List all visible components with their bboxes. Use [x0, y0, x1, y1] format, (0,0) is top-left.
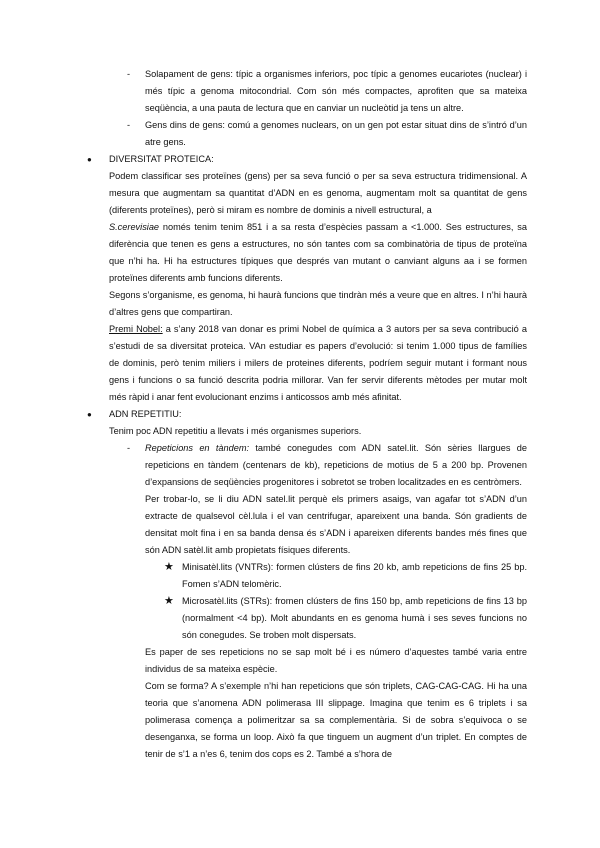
bullet-icon: ●: [87, 410, 92, 419]
list-item-text: també conegudes com ADN satel.lit. Són sèries llargues de repeticions en tàndem (centenars de kb), repeticions de motius de 5 a 200 bp. Provenen d’expansions de seqüències progenitores i sobretot se troben localitzades en es centròmers.: [145, 443, 528, 487]
list-item-text: Minisatèl.lits (VNTRs): formen clústers de fins 20 kb, amb repeticions de fins 25 bp. Fomen s’ADN telomèric.: [182, 562, 527, 589]
paragraph: Com se forma? A s’exemple n’hi han repeticions que són triplets, CAG-CAG-CAG. Hi ha una teoria que s’anomena ADN polimerasa III slippage. Imagina que tenim es 6 triplets i sa polimerasa comença a polimeritzar sa sa complementària. Si de sobra s’equivoca o se desenganxa, se forma un loop. Això fa que tinguem un augment d’un triplet. En comptes de tenir de s’1 a n’es 6, tenim dos cops es 2. També a s’hora de: [145, 681, 527, 759]
heading-text: ADN REPETITIU:: [109, 409, 182, 419]
paragraph: Es paper de ses repeticions no se sap molt bé i es número d’aquestes també varia entre individus de sa mateixa espècie.: [145, 647, 527, 674]
document-page: [0, 66, 600, 763]
paragraph: Per trobar-lo, se li diu ADN satel.lit perquè els primers asaigs, van agafar tot s’ADN d’un extracte de qualsevol cèl.lula i el van centrifugar, apareixent una banda. Són gradients de densitat molt fina i en sa banda densa és s’ADN i apareixen diferents bandes més fines que són ADN satèl.lit amb propietats físiques diferents.: [145, 494, 527, 555]
list-item: [164, 593, 527, 644]
paragraph: [109, 321, 527, 406]
paragraph: Segons s’organisme, es genoma, hi haurà funcions que tindràn més a veure que en altres. I n’hi haurà d’altres gens que compartiran.: [109, 290, 527, 317]
paragraph: [109, 219, 527, 287]
list-item-text: Gens dins de gens: comú a genomes nuclears, on un gen pot estar situat dins de s’intró d’un atre gens.: [145, 120, 527, 147]
premi-nobel-label: Premi Nobel:: [109, 324, 163, 334]
paragraph: Tenim poc ADN repetitiu a llevats i més organismes superiors.: [109, 426, 362, 436]
dash-marker: -: [127, 120, 131, 130]
list-item-text: Microsatèl.lits (STRs): fromen clústers de fins 150 bp, amb repeticions de fins 13 bp (normalment <4 bp). Molt abundants en es genoma humà i ses seves funcions no són conegudes. Se troben molt dispersats.: [182, 596, 527, 640]
bullet-icon: ●: [87, 155, 92, 164]
species-name: S.cerevisiae: [109, 222, 160, 232]
list-item: [127, 117, 527, 151]
star-icon: ★: [164, 561, 174, 573]
list-item: [127, 66, 527, 117]
list-item-text: Solapament de gens: típic a organismes inferiors, poc típic a genomes eucariotes (nuclear) i més típic a genoma mitocondrial. Com són més compactes, aprofiten que sa mateixa seqüència, a una pauta de lectura que en canviar un nucleòtid ja tens un altre.: [145, 69, 527, 113]
paragraph: Podem classificar ses proteïnes (gens) per sa seva funció o per sa seva estructura tridimensional. A mesura que augmentam sa quantitat d’ADN en es genoma, augmentam molt sa quantitat de gens (diferents proteïnes), però si miram es nombre de dominis a nivell estructural, a: [109, 171, 527, 215]
section-heading-adn: [87, 406, 527, 423]
star-icon: ★: [164, 595, 174, 607]
section-heading-diversitat: [87, 151, 527, 168]
tandem-label: Repeticions en tàndem:: [145, 443, 250, 453]
list-item: [164, 559, 527, 593]
paragraph-text: només tenim tenim 851 i a sa resta d’espècies passam a <1.000. Ses estructures, sa diferència que tenen es gens a estructures, no són tantes com sa combinatòria de tipus de proteïna que n’hi ha. Hi ha estructures típiques que després van mutant o canviant alguns aa i se formen proteïnes diferents amb funcions diferents.: [109, 222, 527, 283]
paragraph-text: a s’any 2018 van donar es primi Nobel de química a 3 autors per sa seva contribució a s’estudi de sa diversitat proteica. VAn estudiar es papers d’evolució: si tenim 1.000 tipus de famílies de dominis, però tenim miliers i milers de proteines diferents, podríem seguir mutant i formant nous gens i funcions o sa funció descrita podria millorar. Van fer servir diferents mètodes per mutar molt més ràpid i anar fent evolucionant enzims i anticossos amb més afinitat.: [109, 324, 527, 402]
heading-text: DIVERSITAT PROTEICA:: [109, 154, 214, 164]
list-item: [127, 440, 528, 491]
dash-marker: -: [127, 69, 131, 79]
dash-marker: -: [127, 443, 131, 453]
